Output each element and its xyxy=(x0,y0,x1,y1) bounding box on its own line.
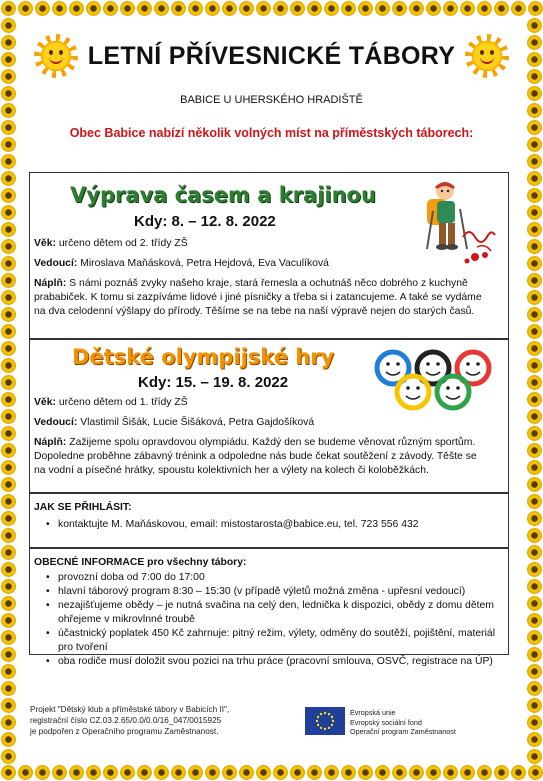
sunflower-icon xyxy=(0,0,17,17)
eu-star-icon xyxy=(317,716,319,718)
camp-content: Náplň: S námi poznáš zvyky našeho kraje, stará řemesla a ochutnáš něco dobrého z kuchyně prababiček. K tomu si zazpíváme lidové i jiné písničky a třeba si i zatancujeme. A také se vydáme na dva celodenní výšlapy do přírody. Těšíme se na tebe na naší výpravě nejen do starých časů. xyxy=(34,278,482,317)
sunflower-icon xyxy=(526,527,543,544)
camp-section xyxy=(29,339,509,493)
sunflower-icon xyxy=(0,68,17,85)
camp-age: Věk: určeno dětem od 2. třídy ZŠ xyxy=(34,238,188,249)
sunflower-icon xyxy=(0,187,17,204)
sunflower-icon xyxy=(526,221,543,238)
eu-star-icon xyxy=(331,716,333,718)
sunflower-icon xyxy=(0,17,17,34)
sunflower-border-right xyxy=(526,17,543,764)
eu-star-icon xyxy=(324,712,326,714)
page-subtitle: BABICE U UHERSKÉHO HRADIŠTĚ xyxy=(180,94,363,106)
sunflower-icon xyxy=(0,34,17,51)
sunflower-icon xyxy=(119,764,136,781)
sunflower-icon xyxy=(510,0,527,17)
eu-star-icon xyxy=(320,713,322,715)
sunflower-icon xyxy=(526,187,543,204)
sunflower-icon xyxy=(0,374,17,391)
sunflower-icon xyxy=(476,764,493,781)
sunflower-icon xyxy=(323,0,340,17)
sunflower-icon xyxy=(187,764,204,781)
eu-star-icon xyxy=(332,720,334,722)
sunflower-icon xyxy=(526,561,543,578)
sunflower-icon xyxy=(526,51,543,68)
sunflower-icon xyxy=(0,238,17,255)
list-item: • kontaktujte M. Maňáskovou, email: mistostarosta@babice.eu, tel. 723 556 432 xyxy=(34,518,502,532)
sunflower-icon xyxy=(493,764,510,781)
sunflower-icon xyxy=(51,0,68,17)
sunflower-icon xyxy=(476,0,493,17)
sunflower-icon xyxy=(374,0,391,17)
sunflower-icon xyxy=(0,680,17,697)
sunflower-icon xyxy=(526,102,543,119)
sunflower-icon xyxy=(357,0,374,17)
sunflower-icon xyxy=(526,170,543,187)
sunflower-icon xyxy=(255,764,272,781)
sunflower-icon xyxy=(527,764,543,781)
sunflower-icon xyxy=(136,764,153,781)
sunflower-icon xyxy=(0,646,17,663)
sunflower-icon xyxy=(0,748,17,764)
sunflower-icon xyxy=(0,544,17,561)
sunflower-icon xyxy=(526,578,543,595)
sunflower-icon xyxy=(0,323,17,340)
eu-star-icon xyxy=(328,713,330,715)
sunflower-border-top xyxy=(0,0,543,17)
sunflower-icon xyxy=(526,289,543,306)
camp-dates: Kdy: 15. – 19. 8. 2022 xyxy=(138,374,289,391)
sunflower-icon xyxy=(204,764,221,781)
sunflower-icon xyxy=(170,764,187,781)
sunflower-icon xyxy=(221,0,238,17)
sunflower-icon xyxy=(425,764,442,781)
sunflower-icon xyxy=(0,340,17,357)
sunflower-icon xyxy=(0,85,17,102)
sunflower-icon xyxy=(0,255,17,272)
sunflower-icon xyxy=(510,764,527,781)
sunflower-icon xyxy=(153,764,170,781)
sunflower-icon xyxy=(0,153,17,170)
sunflower-icon xyxy=(526,391,543,408)
sunflower-icon xyxy=(526,680,543,697)
camp-title: Výprava časem a krajinou xyxy=(70,183,376,207)
sunflower-icon xyxy=(0,714,17,731)
page-title: LETNÍ PŘÍVESNICKÉ TÁBORY xyxy=(87,42,456,70)
sunflower-icon xyxy=(289,764,306,781)
sunflower-icon xyxy=(526,323,543,340)
sunflower-icon xyxy=(526,306,543,323)
sunflower-icon xyxy=(0,272,17,289)
sunflower-icon xyxy=(306,0,323,17)
sunflower-icon xyxy=(0,476,17,493)
sunflower-icon xyxy=(153,0,170,17)
sunflower-icon xyxy=(526,68,543,85)
sunflower-icon xyxy=(306,764,323,781)
sunflower-icon xyxy=(0,408,17,425)
smiling-sun-icon xyxy=(34,34,78,78)
sunflower-icon xyxy=(51,764,68,781)
sunflower-icon xyxy=(119,0,136,17)
eu-star-icon xyxy=(316,720,318,722)
sunflower-icon xyxy=(425,0,442,17)
sunflower-icon xyxy=(526,408,543,425)
sunflower-icon xyxy=(0,578,17,595)
sunflower-icon xyxy=(526,136,543,153)
general-info-section xyxy=(29,548,509,667)
sunflower-icon xyxy=(102,764,119,781)
sunflower-icon xyxy=(0,459,17,476)
eu-star-icon xyxy=(317,724,319,726)
sunflower-icon xyxy=(0,357,17,374)
sunflower-icon xyxy=(102,0,119,17)
sunflower-icon xyxy=(0,663,17,680)
sunflower-icon xyxy=(408,0,425,17)
sunflower-icon xyxy=(255,0,272,17)
sunflower-icon xyxy=(34,764,51,781)
sunflower-icon xyxy=(0,764,17,781)
camp-age: Věk: určeno dětem od 1. třídy ZŠ xyxy=(34,397,188,408)
sunflower-icon xyxy=(526,731,543,748)
sunflower-icon xyxy=(17,764,34,781)
signup-section xyxy=(29,493,509,548)
sunflower-icon xyxy=(526,272,543,289)
sunflower-icon xyxy=(0,510,17,527)
sunflower-icon xyxy=(238,764,255,781)
sunflower-icon xyxy=(238,0,255,17)
camp-leaders: Vedoucí: Miroslava Maňásková, Petra Hejdová, Eva Vaculíková xyxy=(34,258,329,269)
sunflower-icon xyxy=(0,170,17,187)
sunflower-icon xyxy=(0,289,17,306)
eu-info: Evropská unie Evropský sociální fond Operační program Zaměstnanost xyxy=(350,708,456,736)
sunflower-icon xyxy=(204,0,221,17)
sunflower-icon xyxy=(526,119,543,136)
sunflower-icon xyxy=(0,527,17,544)
sunflower-icon xyxy=(170,0,187,17)
list-item: • účastnický poplatek 450 Kč zahrnuje: pitný režim, výlety, odměny do soutěží, pojištění, materiál pro tvoření xyxy=(34,627,502,655)
sunflower-border-bottom xyxy=(0,764,543,781)
sunflower-icon xyxy=(526,374,543,391)
eu-star-icon xyxy=(320,727,322,729)
intro-text: Obec Babice nabízí několik volných míst na příměstských táborech: xyxy=(69,126,474,140)
sunflower-icon xyxy=(526,34,543,51)
general-list xyxy=(34,571,502,669)
sunflower-icon xyxy=(526,238,543,255)
sunflower-icon xyxy=(0,51,17,68)
sunflower-icon xyxy=(221,764,238,781)
sunflower-icon xyxy=(526,663,543,680)
sunflower-icon xyxy=(442,764,459,781)
camp-leaders: Vedoucí: Vlastimil Šišák, Lucie Šišáková, Petra Gajdošíková xyxy=(34,417,315,428)
sunflower-icon xyxy=(526,612,543,629)
sunflower-icon xyxy=(526,595,543,612)
sunflower-icon xyxy=(408,764,425,781)
list-item: • provozní doba od 7:00 do 17:00 xyxy=(34,571,502,585)
sunflower-icon xyxy=(526,255,543,272)
sunflower-icon xyxy=(526,85,543,102)
sunflower-icon xyxy=(527,0,543,17)
eu-star-icon xyxy=(331,724,333,726)
sunflower-border-left xyxy=(0,17,17,764)
sunflower-icon xyxy=(68,0,85,17)
sunflower-icon xyxy=(85,764,102,781)
sunflower-icon xyxy=(526,204,543,221)
sunflower-icon xyxy=(85,0,102,17)
camp-section xyxy=(29,172,509,339)
sunflower-icon xyxy=(526,459,543,476)
sunflower-icon xyxy=(357,764,374,781)
sunflower-icon xyxy=(459,0,476,17)
eu-star-icon xyxy=(328,727,330,729)
signup-list xyxy=(34,518,502,532)
sunflower-icon xyxy=(136,0,153,17)
sunflower-icon xyxy=(323,764,340,781)
sunflower-icon xyxy=(0,697,17,714)
sunflower-icon xyxy=(374,764,391,781)
sunflower-icon xyxy=(0,629,17,646)
camp-title: Dětské olympijské hry xyxy=(72,345,335,369)
sunflower-icon xyxy=(187,0,204,17)
sunflower-icon xyxy=(340,764,357,781)
camp-dates: Kdy: 8. – 12. 8. 2022 xyxy=(134,213,276,230)
sunflower-icon xyxy=(272,0,289,17)
sunflower-icon xyxy=(526,153,543,170)
signup-heading: JAK SE PŘIHLÁSIT: xyxy=(34,502,132,513)
eu-flag-icon xyxy=(305,707,345,735)
sunflower-icon xyxy=(0,221,17,238)
sunflower-icon xyxy=(526,646,543,663)
sunflower-icon xyxy=(391,0,408,17)
project-info: Projekt "Dětský klub a příměstské tábory v Babicích II", registrační číslo CZ.03.2.65/0.0/0.0/16_047/0015925 je podpořen z Operačního programu Zaměstnanost. xyxy=(30,705,230,736)
title-row xyxy=(30,30,513,82)
smiling-sun-icon xyxy=(465,34,509,78)
sunflower-icon xyxy=(0,136,17,153)
sunflower-icon xyxy=(526,476,543,493)
list-item: • nezajišťujeme obědy – je nutná svačina na celý den, lednička k dispozici, obědy z domu dětem ohřejeme v mikrovlnné troubě xyxy=(34,599,502,627)
sunflower-icon xyxy=(0,731,17,748)
sunflower-icon xyxy=(0,493,17,510)
eu-star-icon xyxy=(324,728,326,730)
sunflower-icon xyxy=(459,764,476,781)
sunflower-icon xyxy=(526,340,543,357)
sunflower-icon xyxy=(68,764,85,781)
sunflower-icon xyxy=(526,697,543,714)
sunflower-icon xyxy=(526,493,543,510)
sunflower-icon xyxy=(340,0,357,17)
sunflower-icon xyxy=(526,357,543,374)
sunflower-icon xyxy=(0,425,17,442)
sunflower-icon xyxy=(526,510,543,527)
sunflower-icon xyxy=(0,119,17,136)
camp-content: Náplň: Zažijeme spolu opravdovou olympiádu. Každý den se budeme věnovat různým sportům. Dopoledne proběhne zábavný trénink a odpoledne nás bude čekat soutěžení z závody. Těšte se na vodní a písečné hrátky, spoustu kolektivních her a výlety na kolech či koloběžkách. xyxy=(34,437,477,476)
general-heading: OBECNÉ INFORMACE pro všechny tábory: xyxy=(34,557,247,568)
sunflower-icon xyxy=(0,612,17,629)
sunflower-icon xyxy=(34,0,51,17)
sunflower-icon xyxy=(442,0,459,17)
sunflower-icon xyxy=(0,561,17,578)
sunflower-icon xyxy=(493,0,510,17)
list-item: • hlavní táborový program 8:30 – 15:30 (v případě výletů možná změna - upřesní vedoucí) xyxy=(34,585,502,599)
sunflower-icon xyxy=(526,714,543,731)
sunflower-icon xyxy=(0,204,17,221)
sunflower-icon xyxy=(0,306,17,323)
sunflower-icon xyxy=(0,442,17,459)
sunflower-icon xyxy=(526,17,543,34)
sunflower-icon xyxy=(526,629,543,646)
sunflower-icon xyxy=(272,764,289,781)
sunflower-icon xyxy=(0,595,17,612)
sunflower-icon xyxy=(289,0,306,17)
sunflower-icon xyxy=(0,391,17,408)
sunflower-icon xyxy=(526,425,543,442)
hiker-illustration xyxy=(405,177,497,269)
sunflower-icon xyxy=(0,102,17,119)
list-item: • oba rodiče musí doložit svou pozici na trhu práce (pracovní smlouva, OSVČ, registrace na ÚP) xyxy=(34,655,502,669)
sunflower-icon xyxy=(526,442,543,459)
sunflower-icon xyxy=(17,0,34,17)
sunflower-icon xyxy=(391,764,408,781)
sunflower-icon xyxy=(526,544,543,561)
sunflower-icon xyxy=(526,748,543,764)
